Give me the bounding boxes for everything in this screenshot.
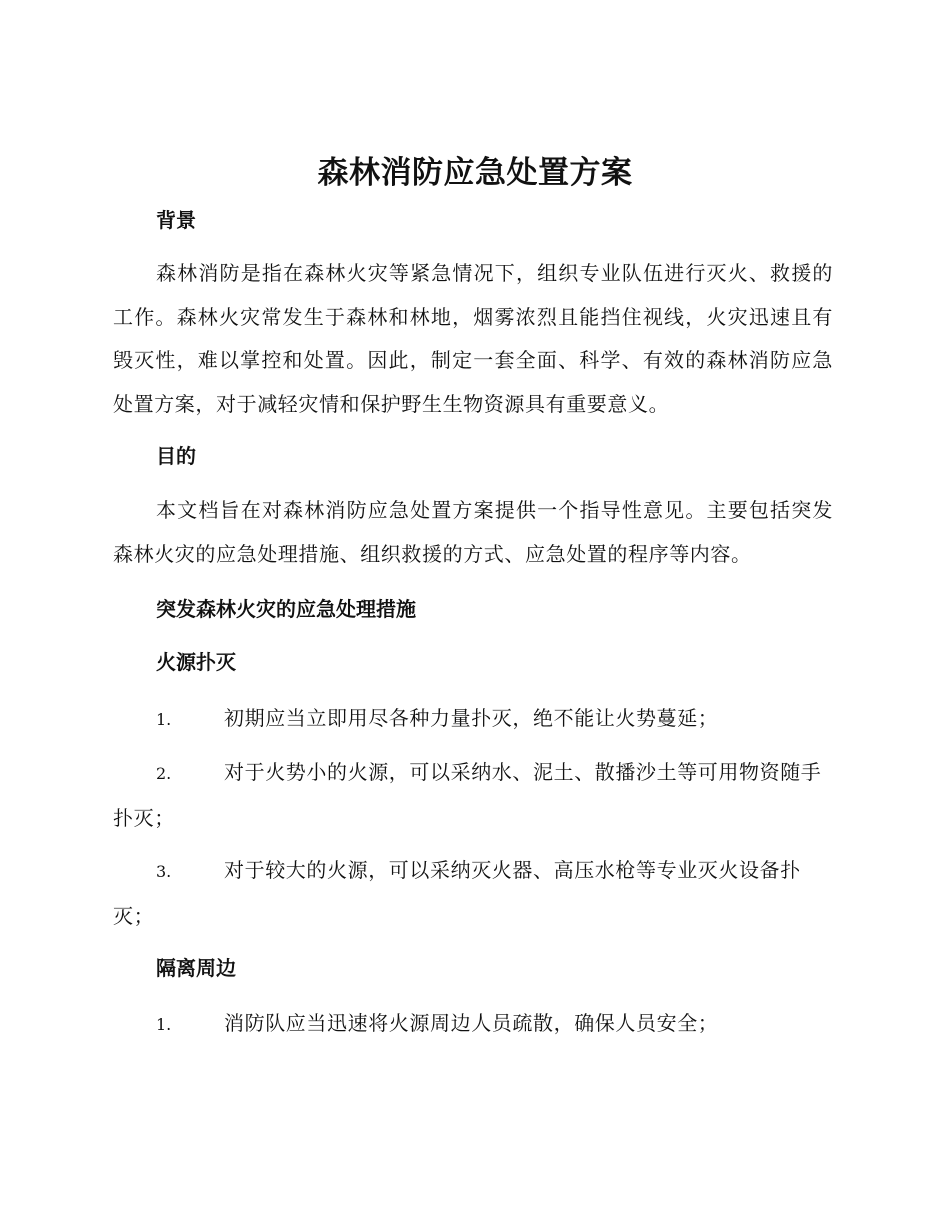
list-item (113, 1001, 833, 1047)
list-item-number: 1. (156, 710, 172, 729)
list-item-text: 初期应当立即用尽各种力量扑灭，绝不能让火势蔓延； (224, 706, 719, 730)
list-item (113, 696, 833, 742)
purpose-paragraph: 本文档旨在对森林消防应急处置方案提供一个指导性意见。主要包括突发森林火灾的应急处理措施、组织救援的方式、应急处置的程序等内容。 (113, 498, 833, 566)
list-item-text: 对于火势小的火源，可以采纳水、泥土、散播沙土等可用物资随手扑灭； (113, 760, 822, 830)
list-item-number: 1. (156, 1015, 172, 1034)
list-item-number: 2. (156, 764, 172, 783)
list-item-number: 3. (156, 862, 172, 881)
section-heading-purpose: 目的 (156, 444, 196, 468)
list-item-text: 对于较大的火源，可以采纳灭火器、高压水枪等专业灭火设备扑灭； (113, 858, 801, 928)
list-item-text: 消防队应当迅速将火源周边人员疏散，确保人员安全； (224, 1011, 719, 1035)
list-item (113, 848, 833, 938)
section-heading-background: 背景 (156, 208, 196, 232)
list-item (113, 750, 833, 840)
document-title: 森林消防应急处置方案 (317, 155, 633, 191)
background-paragraph: 森林消防是指在森林火灾等紧急情况下，组织专业队伍进行灭火、救援的工作。森林火灾常发生于森林和林地，烟雾浓烈且能挡住视线，火灾迅速且有毁灭性，难以掌控和处置。因此，制定一套全面、科学、有效的森林消防应急处置方案，对于减轻灾情和保护野生生物资源具有重要意义。 (113, 261, 833, 416)
section-heading-isolate-surroundings: 隔离周边 (156, 956, 236, 980)
section-heading-fire-suppression: 火源扑灭 (156, 650, 236, 674)
section-heading-emergency-measures: 突发森林火灾的应急处理措施 (156, 597, 416, 621)
